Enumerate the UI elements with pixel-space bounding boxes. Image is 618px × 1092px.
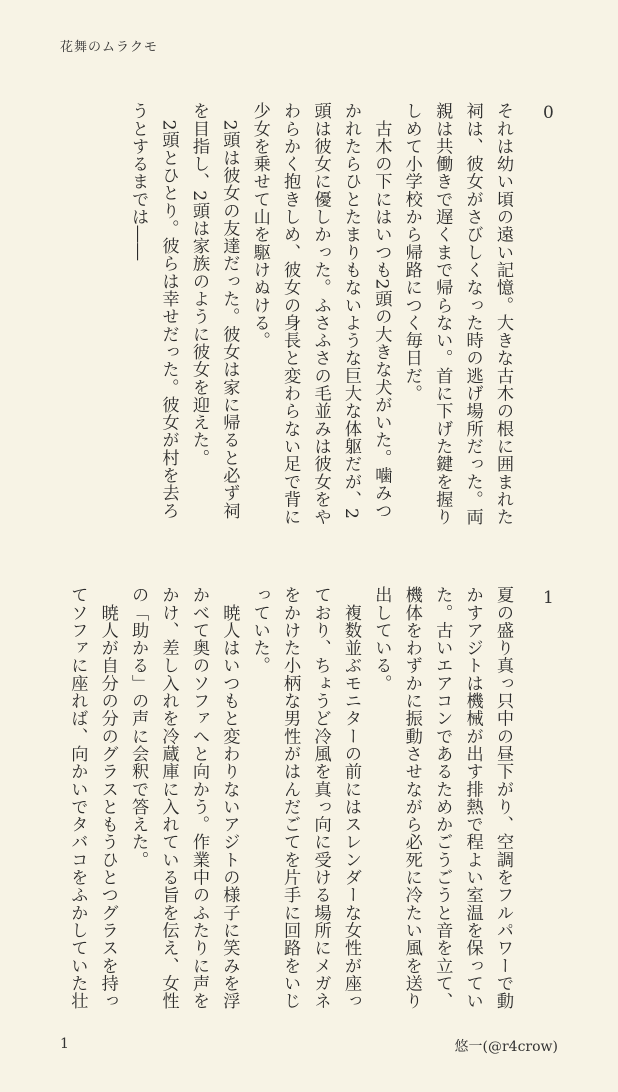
paragraph: 夏の盛り真っ只中の昼下がり、空調をフルパワーで動かすアジトは機械が出す排熱で程よい室温を保っていた。古いエアコンであるためかごうごうと音を立て、機体をわずかに振動させながら必死に冷たい風を送り出している。 xyxy=(371,586,513,1010)
book-title: 花舞のムラクモ xyxy=(60,40,159,55)
paragraph: 複数並ぶモニターの前にはスレンダーな女性が座っており、ちょうど冷風を真っ向に受ける場所にメガネをかけた小柄な男性がはんだごてを片手に回路をいじっていた。 xyxy=(249,586,361,1010)
paragraph: 2頭とひとり。彼らは幸せだった。彼女が村を去ろうとするまでは―― xyxy=(128,102,179,520)
author-credit: 悠一(@r4crow) xyxy=(454,1039,558,1055)
paragraph: 暁人が自分の分のグラスともうひとつグラスを持ってソファに座れば、向かいでタバコをふかしていた壮 xyxy=(67,586,118,1010)
section-0-body xyxy=(123,102,518,532)
section-number-1: 1 xyxy=(543,588,554,608)
paragraph: 2頭は彼女の友達だった。彼女は家に帰ると必ず祠を目指し、2頭は家族のように彼女を迎えた。 xyxy=(188,102,240,520)
page-number: 1 xyxy=(60,1036,69,1052)
section-1-body xyxy=(62,586,518,1016)
paragraph: 暁人はいつもと変わりないアジトの様子に笑みを浮かべて奥のソファへと向かう。作業中のふたりに声をかけ、差し入れを冷蔵庫に入れている旨を伝え、女性の「助かる」の声に会釈で答えた。 xyxy=(128,586,240,1010)
paragraph: 古木の下にはいつも2頭の大きな犬がいた。噛みつかれたらひとたまりもないような巨大な体躯だが、2頭は彼女に優しかった。ふさふさの毛並みは彼女をやわらかく抱きしめ、彼女の身長と変わらない足で背に少女を乗せて山を駆けぬける。 xyxy=(249,102,392,526)
paragraph: それは幼い頃の遠い記憶。大きな古木の根に囲まれた祠は、彼女がさびしくなった時の逃げ場所だった。両親は共働きで遅くまで帰らない。首に下げた鍵を握りしめて小学校から帰路につく毎日だ。 xyxy=(401,102,513,526)
section-number-0: 0 xyxy=(543,103,554,123)
